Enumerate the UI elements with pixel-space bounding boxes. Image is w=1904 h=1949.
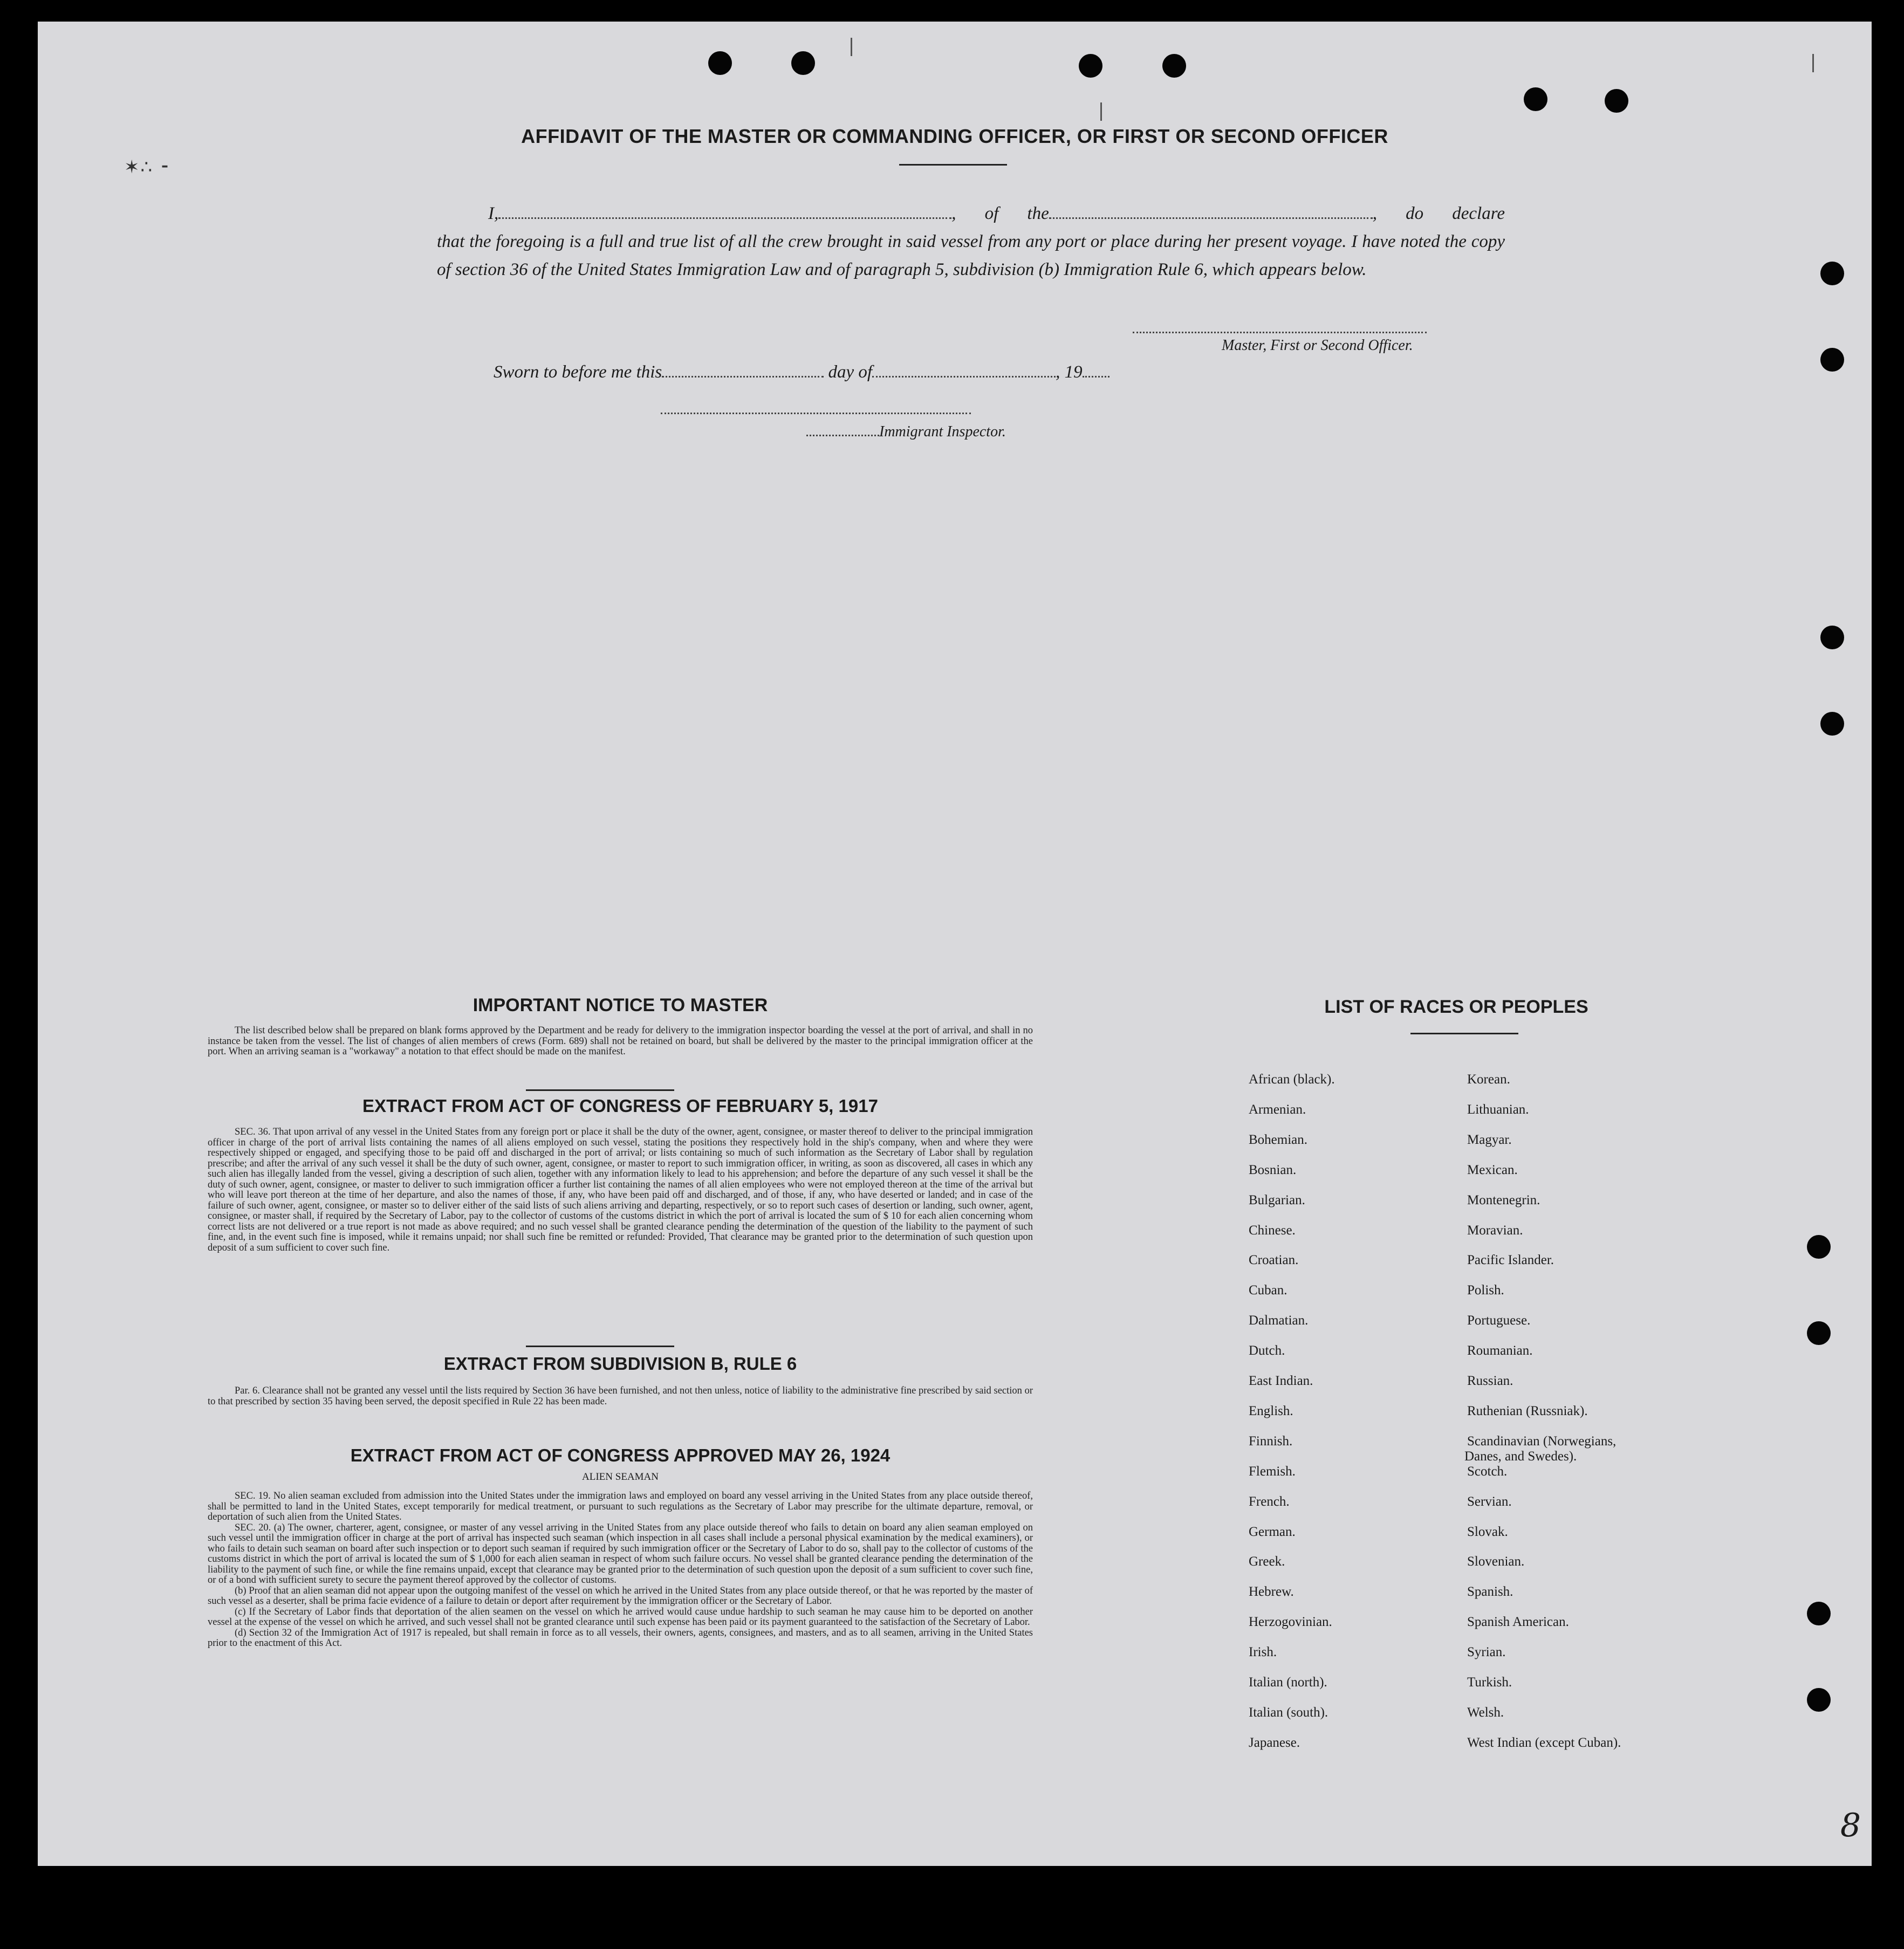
- punch-hole: [708, 51, 732, 75]
- punch-hole: [1807, 1235, 1831, 1259]
- extract-1924-paragraph: (c) If the Secretary of Labor finds that deportation of the alien seamen on the vessel on which he arrived would cause undue hardship to such seaman he may cause him to be deported on another vessel at the expense of the vessel on which he arrived, and such vessel shall not be granted clearance until such expense has been paid or its payment guaranteed to the satisfaction of the Secretary of Labor.: [208, 1606, 1033, 1628]
- race-item: Dutch.: [1249, 1343, 1285, 1358]
- affidavit-title: AFFIDAVIT OF THE MASTER OR COMMANDING OFFICER, OR FIRST OR SECOND OFFICER: [521, 125, 1388, 147]
- title-rule: [899, 164, 1007, 166]
- extract-1924-paragraph: (b) Proof that an alien seaman did not appear upon the outgoing manifest of the vessel on which he arrived in the United States from any place outside thereof, or that he was reported by the master of such vessel as a deserter, shall be prima facie evidence of a failure to detain or deport after requirement by the immigration officer or the Secretary of Labor.: [208, 1585, 1033, 1607]
- punch-hole: [1820, 348, 1844, 372]
- race-item: Italian (north).: [1249, 1675, 1327, 1690]
- inspector-label-row: [806, 423, 1006, 441]
- race-item: Armenian.: [1249, 1102, 1306, 1117]
- race-item: Russian.: [1467, 1374, 1513, 1388]
- race-item: Slovenian.: [1467, 1554, 1525, 1569]
- race-item: Welsh.: [1467, 1705, 1504, 1720]
- affidavit-of-the: , of the: [951, 204, 1049, 223]
- extract-1924-block: [208, 1491, 1033, 1649]
- extract-rule6-text: Par. 6. Clearance shall not be granted any vessel until the lists required by Section 36 have been furnished, and not then unless, notice of liability to the administrative fine prescribed by said section or to that prescribed by section 35 having been served, the deposit specified in Rule 22 has been made.: [208, 1385, 1033, 1407]
- race-item: Herzogovinian.: [1249, 1615, 1332, 1630]
- notice-title: IMPORTANT NOTICE TO MASTER: [472, 995, 768, 1015]
- race-item: Lithuanian.: [1467, 1102, 1529, 1117]
- race-item: French.: [1249, 1494, 1290, 1509]
- race-item: Ruthenian (Russniak).: [1467, 1403, 1588, 1418]
- document-page: [38, 22, 1872, 1866]
- punch-hole: [791, 51, 815, 75]
- race-item: Bulgarian.: [1249, 1192, 1305, 1207]
- sworn-year-field: [1083, 376, 1109, 378]
- extract-1917-title: EXTRACT FROM ACT OF CONGRESS OF FEBRUARY 5, 1917: [362, 1096, 878, 1116]
- race-item: Chinese.: [1249, 1223, 1296, 1238]
- race-item: Spanish.: [1467, 1584, 1513, 1600]
- race-item: Polish.: [1467, 1283, 1504, 1298]
- race-item: Dalmatian.: [1249, 1313, 1309, 1328]
- race-item: Bosnian.: [1249, 1162, 1297, 1177]
- punch-hole: [1079, 54, 1102, 78]
- race-item: Syrian.: [1467, 1645, 1506, 1660]
- race-item: Turkish.: [1467, 1675, 1512, 1690]
- faint-stamp-mark: ✶∴ ⁃: [124, 156, 170, 178]
- page-number-mark: 8: [1840, 1807, 1861, 1844]
- extract-1924-title: EXTRACT FROM ACT OF CONGRESS APPROVED MAY 26, 1924: [350, 1445, 891, 1465]
- section-rule: [526, 1346, 674, 1347]
- race-item: Croatian.: [1249, 1253, 1299, 1268]
- inspector-label: Immigrant Inspector.: [879, 423, 1006, 440]
- punch-hole: [1820, 712, 1844, 736]
- race-item: Italian (south).: [1249, 1705, 1328, 1720]
- officer-signature-line: [1133, 332, 1427, 333]
- race-item: Magyar.: [1467, 1132, 1512, 1147]
- race-item: Irish.: [1249, 1645, 1277, 1660]
- sworn-day-of: day of: [828, 362, 873, 382]
- extract-rule6-block: [208, 1386, 1033, 1407]
- race-item: Scotch.: [1467, 1464, 1508, 1479]
- race-item: West Indian (except Cuban).: [1467, 1735, 1621, 1750]
- sworn-year-prefix: , 19: [1056, 362, 1083, 382]
- races-title: LIST OF RACES OR PEOPLES: [1324, 997, 1588, 1017]
- race-item: African (black).: [1249, 1072, 1335, 1087]
- race-item: Finnish.: [1249, 1433, 1293, 1449]
- race-item: Flemish.: [1249, 1464, 1296, 1479]
- extract-1924-paragraph: SEC. 20. (a) The owner, charterer, agent, consignee, or master of any vessel arriving in the United States from any place outside thereof who fails to detain on board any alien seaman employed on such vessel until the immigration officer in charge at the port of arrival has inspected such seaman (which inspection in all cases shall include a personal physical examination by the medical examiners), or who fails to detain such seaman on board after such inspection or to deport such seaman if required by such immigration officer or the Secretary of Labor to do so, shall pay to the collector of customs of the customs district in which the port of arrival is located the sum of $ 1,000 for each alien seaman in respect of whom such failure occurs. No vessel shall be granted clearance pending the determination of the liability to the payment of such fine, or while the fine remains unpaid, except that clearance may be granted prior to the determination of such question upon the deposit of a sum sufficient to cover such fine, or of a bond with sufficient surety to secure the payment thereof approved by the collector of customs.: [208, 1522, 1033, 1586]
- race-item: Servian.: [1467, 1494, 1512, 1509]
- notice-text-block: [208, 1026, 1033, 1058]
- race-item: German.: [1249, 1524, 1296, 1539]
- extract-1924-paragraph: SEC. 19. No alien seaman excluded from admission into the United States under the immigration laws and employed on board any vessel arriving in the United States from any place outside thereof, shall be permitted to land in the United States, except temporarily for medical treatment, or pursuant to such regulations as the Secretary of Labor may prescribe for the ultimate departure, removal, or deportation of such alien from the United States.: [208, 1491, 1033, 1522]
- race-item: English.: [1249, 1403, 1293, 1418]
- race-item: Portuguese.: [1467, 1313, 1531, 1328]
- race-item: Moravian.: [1467, 1223, 1523, 1238]
- fold-mark: [851, 38, 852, 56]
- affidavit-do-declare: , do declare: [1372, 204, 1505, 223]
- inspector-dots: [806, 435, 879, 436]
- vessel-field-line: [1049, 202, 1373, 219]
- race-item: Greek.: [1249, 1554, 1285, 1569]
- race-item: Bohemian.: [1249, 1132, 1308, 1147]
- officer-signature-label: Master, First or Second Officer.: [1222, 337, 1413, 354]
- race-item: Scandinavian (Norwegians,: [1467, 1433, 1617, 1449]
- affidavit-body: that the foregoing is a full and true list of all the crew brought in said vessel from any port or place during her present voyage. I have noted the copy of section 36 of the United States Immigration Law and of paragraph 5, subdivision (b) Immigration Rule 6, which appears below.: [437, 232, 1505, 279]
- race-item: Hebrew.: [1249, 1584, 1294, 1600]
- punch-hole: [1524, 87, 1547, 111]
- race-item: Spanish American.: [1467, 1615, 1569, 1630]
- extract-rule6-title: EXTRACT FROM SUBDIVISION B, RULE 6: [443, 1354, 797, 1374]
- extract-1924-subtitle: ALIEN SEAMAN: [582, 1471, 659, 1483]
- affidavit-statement: [437, 200, 1505, 284]
- race-item: Pacific Islander.: [1467, 1253, 1554, 1268]
- extract-1924-paragraph: (d) Section 32 of the Immigration Act of 1917 is repealed, but shall remain in force as to all vessels, their owners, agents, consignees, and masters, and as to all seamen, arriving in the United States prior to the enactment of this Act.: [208, 1627, 1033, 1649]
- fold-mark: [1100, 102, 1102, 121]
- race-item: Japanese.: [1249, 1735, 1300, 1750]
- sworn-prefix: Sworn to before me this: [494, 362, 662, 382]
- section-rule: [526, 1089, 674, 1091]
- fold-mark: [1812, 54, 1814, 72]
- punch-hole: [1807, 1602, 1831, 1625]
- race-item: Roumanian.: [1467, 1343, 1533, 1358]
- races-title-rule: [1410, 1033, 1518, 1034]
- punch-hole: [1820, 626, 1844, 649]
- punch-hole: [1820, 262, 1844, 285]
- affidavit-i: I,: [488, 204, 499, 223]
- punch-hole: [1162, 54, 1186, 78]
- sworn-line: [494, 362, 1109, 382]
- sworn-month-field: [872, 376, 1056, 378]
- sworn-day-field: [662, 376, 824, 378]
- name-field-line: [498, 202, 951, 219]
- race-item: East Indian.: [1249, 1374, 1313, 1388]
- extract-1917-block: [208, 1127, 1033, 1253]
- race-item: Montenegrin.: [1467, 1192, 1540, 1207]
- notice-text: The list described below shall be prepared on blank forms approved by the Department and be ready for delivery to the immigration inspector boarding the vessel at the port of arrival, and shall in no instance be taken from the vessel. The list of changes of alien members of crews (Form. 689) shall not be retained on board, but shall be delivered by the master to the principal immigration officer at the port. When an arriving seaman is a "workaway" a notation to that effect should be made on the manifest.: [208, 1025, 1033, 1057]
- race-item: Danes, and Swedes).: [1464, 1449, 1577, 1464]
- race-item: Korean.: [1467, 1072, 1510, 1087]
- punch-hole: [1807, 1321, 1831, 1345]
- extract-1917-text: SEC. 36. That upon arrival of any vessel in the United States from any foreign port or place it shall be the duty of the owner, agent, consignee, or master thereof to deliver to the principal immigration officer in charge of the port of arrival lists containing the names of all aliens employed on such vessel, stating the positions they respectively hold in the ship's company, when and where they were respectively shipped or engaged, and specifying those to be paid off and discharged in the port of arrival; or lists containing so much of such information as the Secretary of Labor shall by regulation prescribe; and after the arrival of any such vessel it shall be the duty of such owner, agent, consignee, or master to report to such immigration officer, in writing, as soon as discovered, all cases in which any such alien has illegally landed from the vessel, giving a description of such alien, together with any information likely to lead to his apprehension; and before the departure of any such vessel it shall be the duty of such owner, agent, consignee, or master to deliver to such immigration officer a further list containing the names of all alien employees who were not employed thereon at the time of the arrival but who will leave port thereon at the time of her departure, and also the names of those, if any, who have been paid off and discharged, and of those, if any, who have deserted or landed; and in case of the failure of such owner, agent, consignee, or master so to deliver either of the said lists of such aliens arriving and departing, respectively, or so to report such cases of desertion or landing, such owner, agent, consignee, or master shall, if required by the Secretary of Labor, pay to the collector of customs of the customs district in which the port of arrival is located the sum of $ 10 for each alien concerning whom correct lists are not delivered or a true report is not made as above required; and no such vessel shall be granted clearance pending the determination of the question of the liability to the payment of such fine, and, in the event such fine is imposed, while it remains unpaid; nor shall such fine be remitted or refunded: Provided, That clearance may be granted prior to the determination of such question upon deposit of a sum sufficient to cover such fine.: [208, 1127, 1033, 1253]
- race-item: Slovak.: [1467, 1524, 1508, 1539]
- punch-hole: [1807, 1688, 1831, 1712]
- punch-hole: [1605, 89, 1628, 113]
- race-item: Cuban.: [1249, 1283, 1287, 1298]
- inspector-signature-line: [661, 413, 971, 414]
- race-item: Mexican.: [1467, 1162, 1518, 1177]
